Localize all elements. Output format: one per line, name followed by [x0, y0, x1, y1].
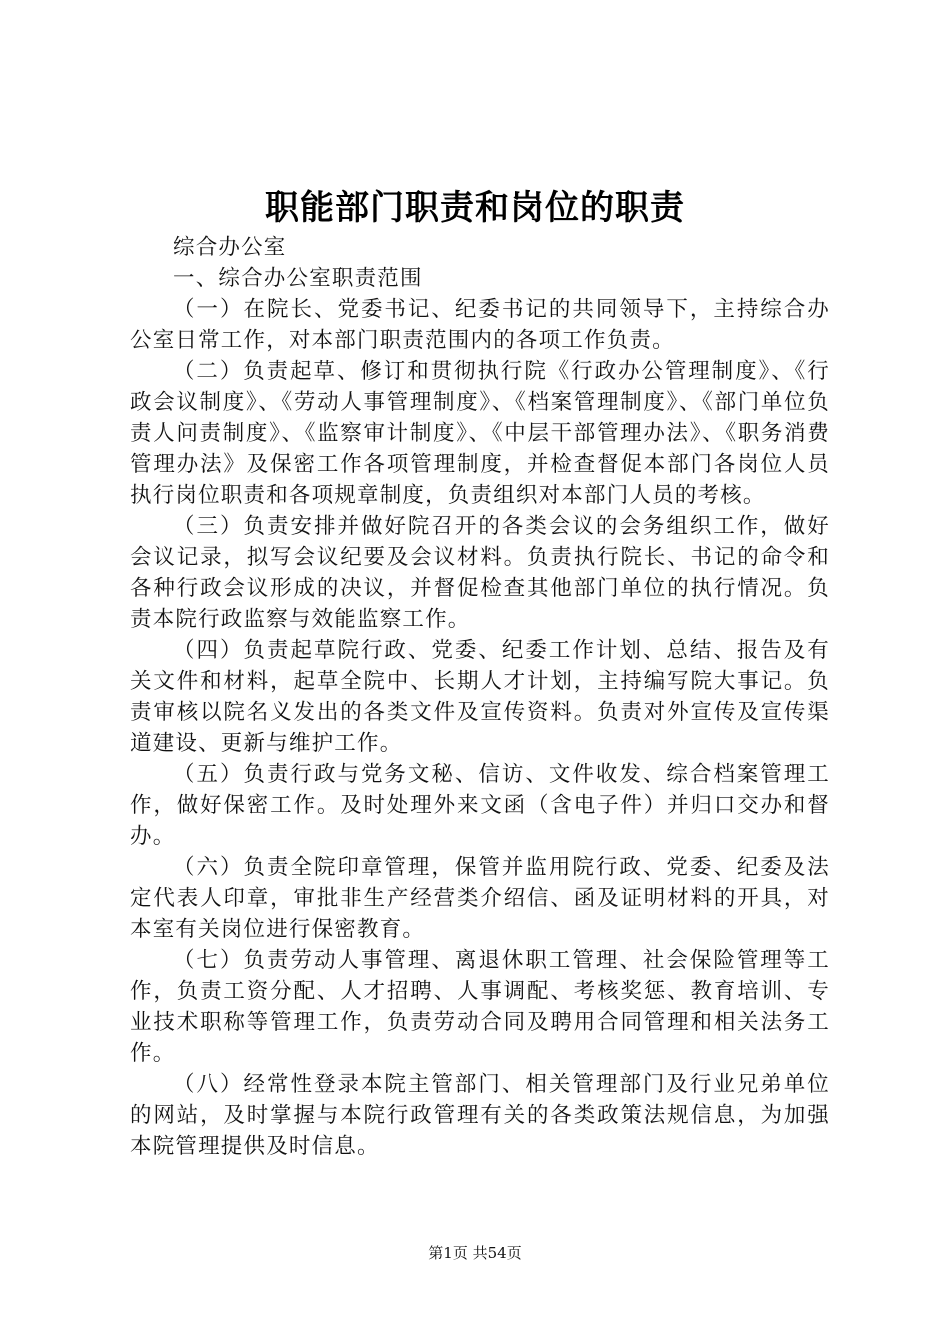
paragraph-1: （一）在院长、党委书记、纪委书记的共同领导下，主持综合办公室日常工作，对本部门职责范围内的各项工作负责。	[130, 297, 830, 353]
section-heading: 一、综合办公室职责范围	[173, 266, 423, 291]
paragraph-7: （七）负责劳动人事管理、离退休职工管理、社会保险管理等工作，负责工资分配、人才招聘、人事调配、考核奖惩、教育培训、专业技术职称等管理工作，负责劳动合同及聘用合同管理和相关法务工作。	[130, 948, 830, 1066]
section-label: 综合办公室	[173, 235, 287, 260]
document-body	[130, 232, 830, 1162]
page-footer: 第1页 共54页	[428, 1244, 522, 1262]
paragraph-2: （二）负责起草、修订和贯彻执行院《行政办公管理制度》、《行政会议制度》、《劳动人事管理制度》、《档案管理制度》、《部门单位负责人问责制度》、《监察审计制度》、《中层干部管理办法》、《职务消费管理办法》及保密工作各项管理制度，并检查督促本部门各岗位人员执行岗位职责和各项规章制度，负责组织对本部门人员的考核。	[130, 359, 830, 508]
paragraph-4: （四）负责起草院行政、党委、纪委工作计划、总结、报告及有关文件和材料，起草全院中、长期人才计划，主持编写院大事记。负责审核以院名义发出的各类文件及宣传资料。负责对外宣传及宣传渠道建设、更新与维护工作。	[130, 638, 830, 756]
paragraph-8: （八）经常性登录本院主管部门、相关管理部门及行业兄弟单位的网站，及时掌握与本院行政管理有关的各类政策法规信息，为加强本院管理提供及时信息。	[130, 1072, 830, 1159]
paragraph-3: （三）负责安排并做好院召开的各类会议的会务组织工作，做好会议记录，拟写会议纪要及会议材料。负责执行院长、书记的命令和各种行政会议形成的决议，并督促检查其他部门单位的执行情况。负责本院行政监察与效能监察工作。	[130, 514, 830, 632]
document-title: 职能部门职责和岗位的职责	[265, 188, 685, 228]
paragraph-6: （六）负责全院印章管理，保管并监用院行政、党委、纪委及法定代表人印章，审批非生产经营类介绍信、函及证明材料的开具，对本室有关岗位进行保密教育。	[130, 855, 830, 942]
paragraph-5: （五）负责行政与党务文秘、信访、文件收发、综合档案管理工作，做好保密工作。及时处理外来文函（含电子件）并归口交办和督办。	[130, 762, 830, 849]
